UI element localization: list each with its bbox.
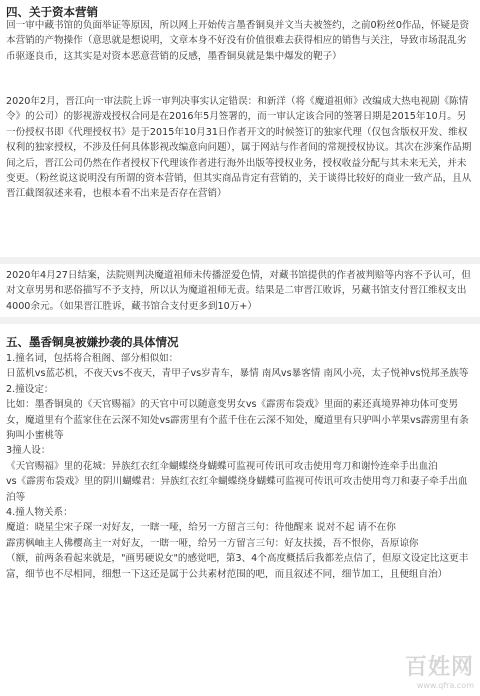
section-4-paragraph-2: 2020年2月，晋江向一审法院上诉一审判决事实认定错误：和新洋（将《魔道祖师》改编成大热电视剧《陈情令》的公司）的影视游戏授权合同是在2016年5月签署的，而一审认定该合同的签署日期是2015年10月。另一份授权书即《代理授权书》是于2015年10月31日作者开文的时候签订的独家代理（仅包含版权开发、维权权利的独家授权，不涉及任何具体影视改编意向问题），属于网站与作者间的常规授权协议。其次在涉案作品期间之后，晋江公司仍然在作者授权下代理该作者进行海外出版等授权业务，授权收益分配与其未来无关，并未变更。（粉丝说这说明没有所谓的资本营销，但其实商品肯定有营销的，关于谈得比较好的商业一致产品，且从晋江截图叙述来看，也根本看不出来是否存在营销） [6, 96, 472, 200]
section-5-heading: 五、墨香铜臭被嫌抄袭的具体情况 [6, 335, 179, 349]
watermark [405, 650, 474, 690]
watermark-url: www.qfra.com [416, 681, 474, 690]
section-divider [0, 317, 480, 324]
section-4-paragraph-1: 回一审中藏书馆的负面举证等原因，所以网上开始传言墨香铜臭并文当夫被签约，之前0粉丝0作品，怀疑是资本营销的产物操作（意思就是想说明，文章本身不好没有价值很难去获得相应的销售与关注，导致市场混乱劣币驱逐良币，这其实是对资本恶意营销的反感，墨香铜臭就是集中爆发的靶子） [6, 20, 470, 62]
watermark-logo: 百姓网 [404, 654, 474, 680]
section-5-body: 1.撞名词，包括将合租阁、部分相似如： 日蓝机vs蓝芯机，不夜天vs不夜天，青甲子vs岁青车，暴情 南风vs暴客情 南风小亮，太子悦神vs悦邦圣族等 2.撞设定： 比如：墨香铜臭的《天官赐福》的天官中可以随意变男女vs《霹雳布袋戏》里面的素还真境界神功体可变男女，魔道里有个蓝家住在云深不知处vs霹雳里有个蓝千住在云深不知处，魔道里有只驴叫小苹果vs霹雳里有条狗叫小蜜桃等 3撞人设： 《天官赐福》里的花城：异族红衣红伞蝴蝶绕身蝴蝶可监视可传讯可攻击使用弯刀和谢怜连牵手出血泊 vs《霹雳布袋戏》里的阴川蝴蝶君：异族红衣红伞蝴蝶绕身蝴蝶可监视可传讯可攻击使用弯刀和妻子牵手出血泊等 4.撞人物关系： 魔道：晓星尘宋子琛一对好友，一瞎一哑，给另一方留言三句：待他醒来 说对不起 请不在你 霹雳枫岫主人佛樱高主一对好友，一瞎一哑，给另一方留言三句：好友扶援，吾不恨你，吾原谅你 （额，前两条看起来就是，"画男硬说女"的感觉吧，第3、4个高度概括后我都差点信了，但原文设定比这更丰富，细节也不尽相同，细想一下这还是属于公共素材范围的吧，而且叙述不同，细节加工，且便组自治） [6, 353, 469, 580]
section-4-heading: 四、关于资本营销 [6, 5, 98, 19]
section-divider [0, 257, 480, 264]
section-4-paragraph-3: 2020年4月27日结案，法院则判决魔道祖师未传播涩爱色情，对藏书馆提供的作者被判赔等内容不予认可，但对文章男男和恶俗描写不予支持，所以认为魔道祖师无责。结果是二审晋江败诉，另藏书馆支付晋江维权支出4000余元。（如果晋江胜诉，藏书馆合支付更多到10万+） [6, 270, 471, 312]
